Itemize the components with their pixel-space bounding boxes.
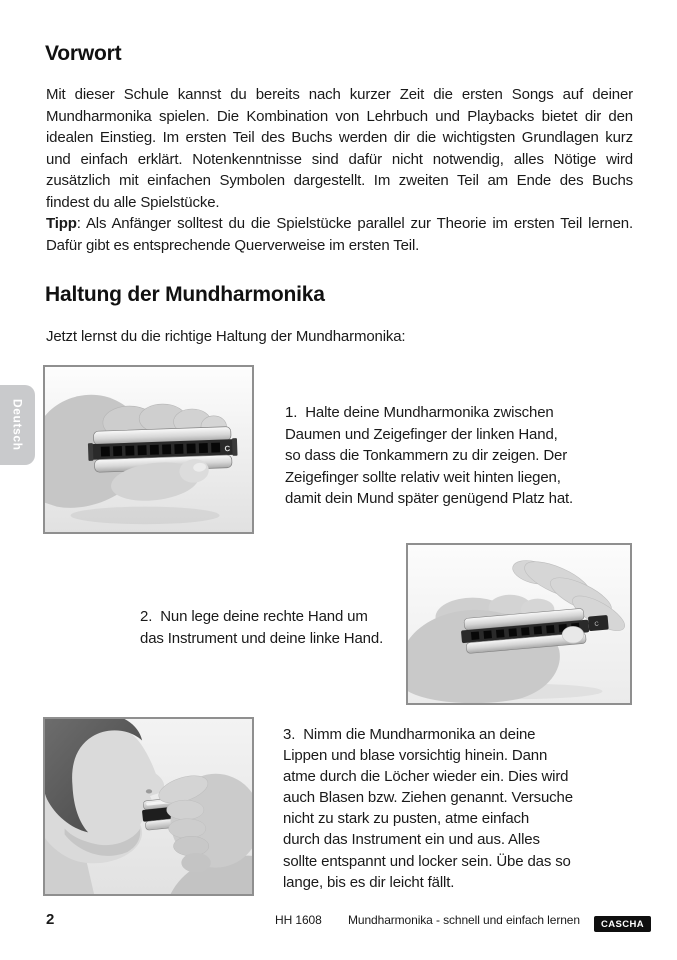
language-tab-label: Deutsch [10,399,25,451]
series-title: Mundharmonika - schnell und einfach lernen [348,913,580,927]
publisher-logo [594,916,651,932]
tipp-text: : Als Anfänger solltest du die Spielstücke parallel zur Theorie im ersten Teil lernen. [76,215,633,232]
tipp-line [46,213,633,235]
nostril [146,789,152,793]
step-line: 3. Nimm die Mundharmonika an deine [283,726,536,743]
step-line: durch das Instrument ein und aus. Alles [283,831,540,849]
step-3-text [283,724,573,893]
harmonica-key-letter: C [224,444,231,454]
haltung-intro: Jetzt lernst du die richtige Haltung der Mundharmonika: [46,328,406,345]
thumbnail [562,626,584,643]
catalog-number: HH 1608 [275,913,322,927]
paragraph-line: findest du alle Spielstücke. [46,193,220,211]
step-line: nicht zu stark zu pusten, atme einfach [283,810,530,828]
step-line: sollte entspannt und locker sein. Übe das so [283,852,571,870]
step-line: Daumen und Zeigefinger der linken Hand, [285,425,558,443]
step-line: lange, bis es dir leicht fällt. [283,873,455,891]
hand-holding-harmonica-illustration [45,367,252,532]
step-2-photo [406,543,632,705]
step-line: Zeigefinger sollte relativ weit hinten liegen, [285,468,561,486]
two-hands-cupping-harmonica-illustration [408,545,630,703]
step-3-photo [43,717,254,896]
step-line: so dass die Tonkammern zu dir zeigen. Der [285,447,568,465]
step-line: atme durch die Löcher wieder ein. Dies wird [283,768,569,786]
vorwort-paragraph [46,84,633,256]
step-line: das Instrument und deine linke Hand. [140,630,384,647]
paragraph-line: Mundharmonika spielen. Die Kombination von Lehrbuch und Playbacks bietet dir den [46,107,633,125]
vorwort-heading: Vorwort [45,42,122,65]
language-tab-deutsch [0,385,35,465]
paragraph-line: und einfach erklärt. Notenkenntnisse sind dafür nicht notwendig, alles Nötige wird [46,150,633,168]
paragraph-line: Mit dieser Schule kannst du bereits nach kurzer Zeit die ersten Songs auf deiner [46,86,633,103]
man-playing-harmonica-illustration [45,719,252,894]
step-1-text [285,402,573,510]
publisher-logo-text: CASCHA [600,918,645,930]
step-2-text [140,606,383,650]
step-1-photo [43,365,254,534]
tipp-label: Tipp [46,215,77,232]
tipp-line-2: Dafür gibt es entsprechende Querverweise im ersten Teil. [46,236,420,254]
haltung-heading: Haltung der Mundharmonika [45,283,325,306]
paragraph-line: zusätzlich mit einfachen Symbolen dargestellt. Im zweiten Teil am Ende des Buchs [46,172,633,189]
step-line: 2. Nun lege deine rechte Hand um [140,608,368,625]
step-line: Lippen und blase vorsichtig hinein. Dann [283,747,548,765]
step-line: 1. Halte deine Mundharmonika zwischen [285,404,554,421]
step-line: auch Blasen bzw. Ziehen genannt. Versuche [283,789,573,807]
harmonica-key-letter: C [594,621,600,628]
step-line: damit dein Mund später genügend Platz hat. [285,490,574,508]
page-number: 2 [46,911,55,928]
paragraph-line: idealen Einstieg. Im ersten Teil des Buchs werden dir die wichtigsten Grundlagen kurz [46,129,633,146]
